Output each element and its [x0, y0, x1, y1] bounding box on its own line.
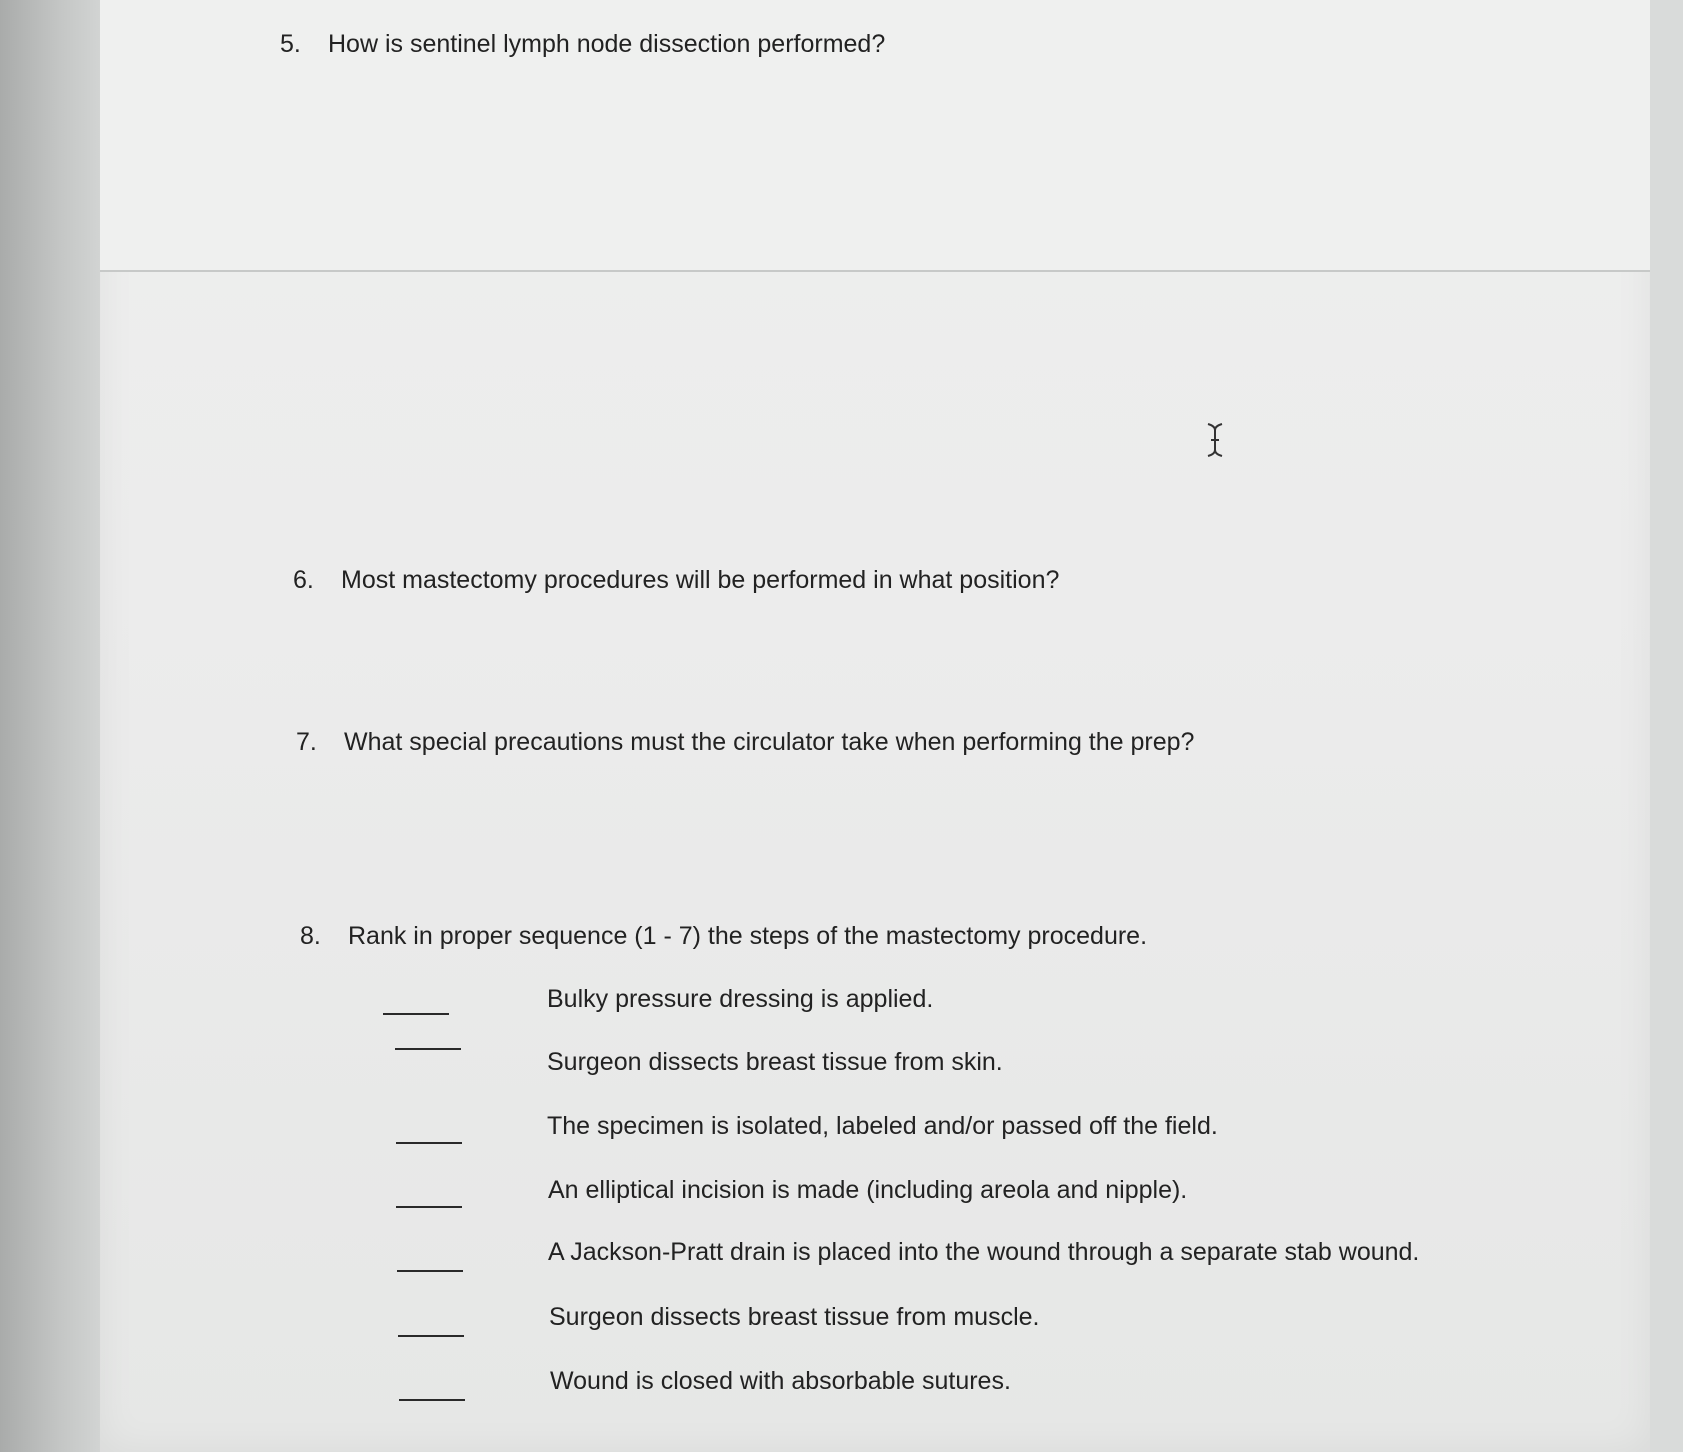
rank-blank-4[interactable] — [396, 1206, 462, 1208]
rank-blank-6[interactable] — [398, 1335, 464, 1337]
rank-blank-3[interactable] — [396, 1142, 462, 1144]
question-number: 7. — [296, 728, 317, 756]
question-text: How is sentinel lymph node dissection performed? — [328, 30, 886, 58]
question-text: What special precautions must the circulator take when performing the prep? — [344, 728, 1195, 756]
text-cursor-icon — [1205, 422, 1225, 458]
question-7 — [296, 728, 1194, 757]
question-8 — [300, 922, 1147, 951]
rank-blank-1[interactable] — [383, 1013, 449, 1015]
question-text: Most mastectomy procedures will be performed in what position? — [341, 566, 1060, 594]
question-5 — [280, 30, 885, 59]
step-7: Wound is closed with absorbable sutures. — [550, 1367, 1011, 1395]
question-number: 8. — [300, 922, 321, 950]
step-5: A Jackson-Pratt drain is placed into the wound through a separate stab wound. — [548, 1238, 1420, 1266]
question-number: 5. — [280, 30, 301, 58]
rank-blank-7[interactable] — [399, 1399, 465, 1401]
rank-blank-5[interactable] — [397, 1270, 463, 1272]
question-number: 6. — [293, 566, 314, 594]
step-4: An elliptical incision is made (including areola and nipple). — [548, 1176, 1188, 1204]
question-text: Rank in proper sequence (1 - 7) the steps of the mastectomy procedure. — [348, 922, 1148, 950]
document-page — [100, 0, 1650, 1452]
step-1: Bulky pressure dressing is applied. — [547, 985, 934, 1013]
step-3: The specimen is isolated, labeled and/or passed off the field. — [547, 1112, 1218, 1140]
rank-blank-2[interactable] — [395, 1048, 461, 1050]
step-6: Surgeon dissects breast tissue from muscle. — [549, 1303, 1040, 1331]
question-6 — [293, 566, 1059, 595]
step-2: Surgeon dissects breast tissue from skin. — [547, 1048, 1003, 1076]
